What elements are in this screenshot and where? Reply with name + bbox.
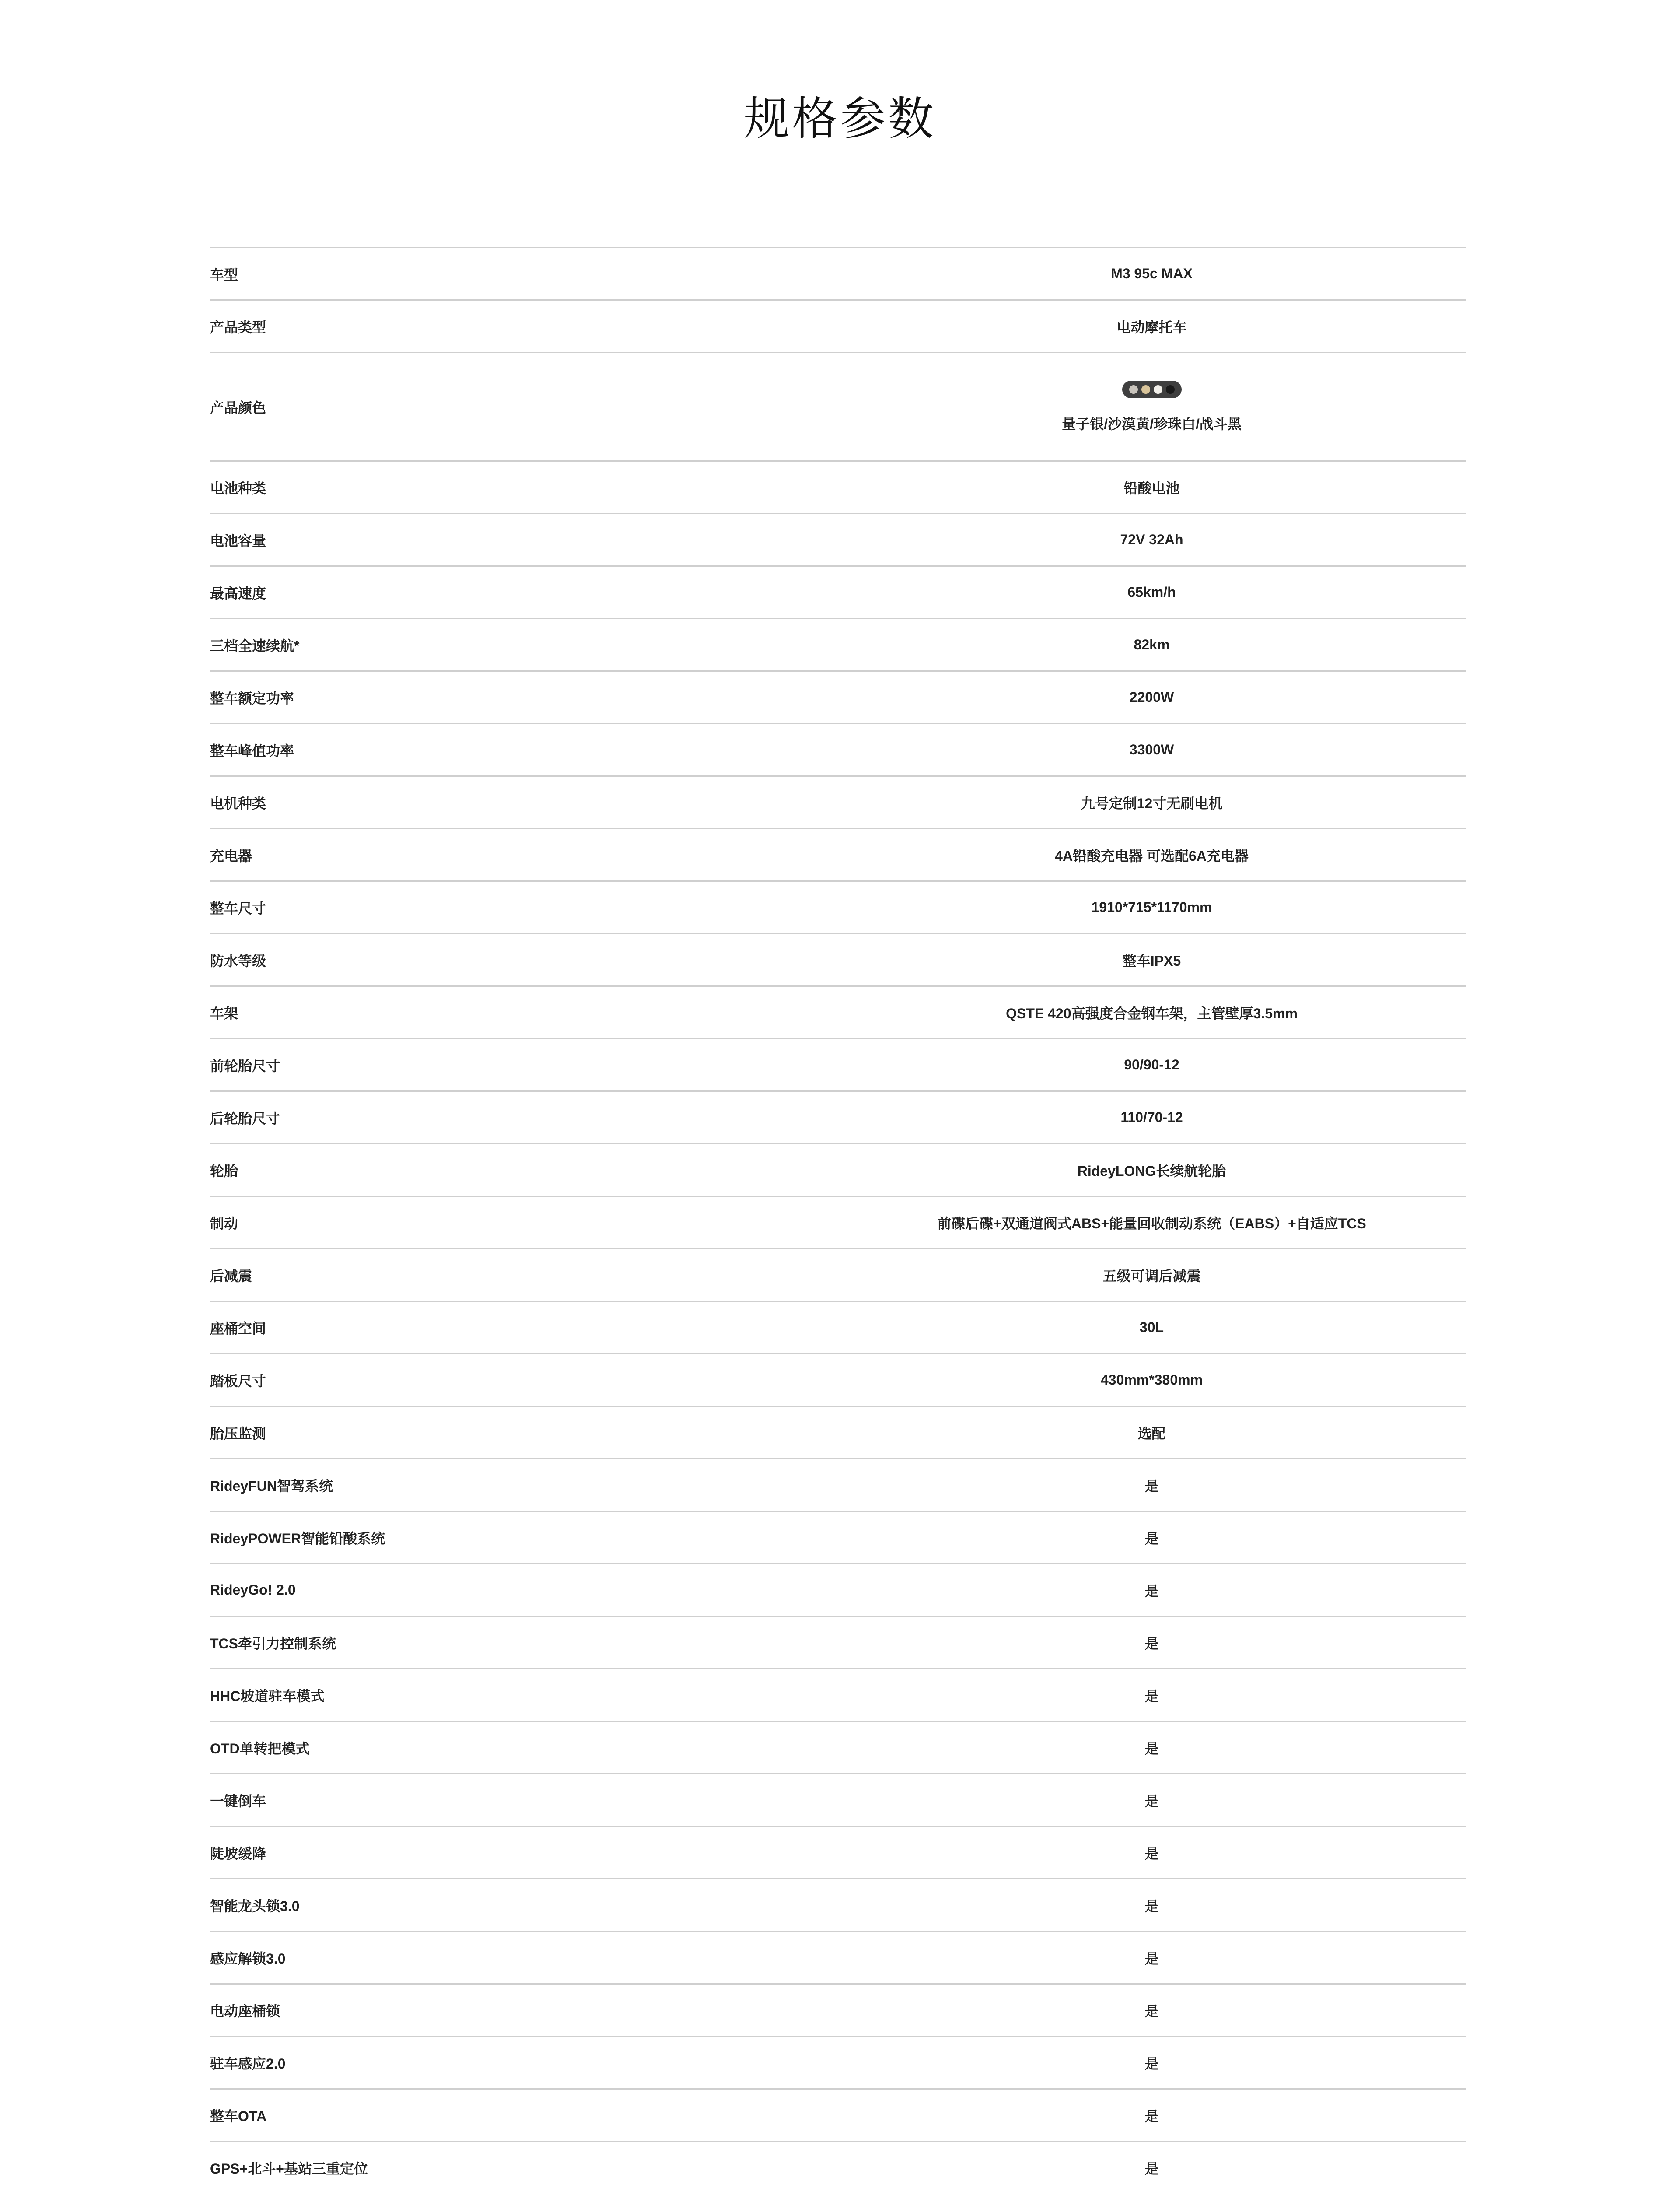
spec-value: RideyLONG长续航轮胎 xyxy=(1077,1163,1226,1179)
spec-value: 30L xyxy=(1139,1319,1164,1335)
spec-row xyxy=(210,618,1466,670)
spec-row xyxy=(210,1668,1466,1721)
color-selector xyxy=(838,381,1466,433)
spec-row xyxy=(210,670,1466,723)
spec-value: 是 xyxy=(1144,1845,1159,1862)
spec-row xyxy=(210,1353,1466,1406)
spec-row xyxy=(210,1511,1466,1563)
spec-value: 是 xyxy=(1144,1583,1159,1599)
spec-row xyxy=(210,828,1466,880)
spec-row xyxy=(210,723,1466,775)
spec-row xyxy=(210,352,1466,460)
spec-value: 是 xyxy=(1144,2160,1159,2177)
spec-row xyxy=(210,1773,1466,1826)
spec-row xyxy=(210,460,1466,513)
spec-value: M3 95c MAX xyxy=(1111,266,1193,281)
spec-value: 是 xyxy=(1144,2003,1159,2019)
spec-row xyxy=(210,247,1466,299)
spec-value: 是 xyxy=(1144,1740,1159,1757)
spec-row xyxy=(210,565,1466,618)
spec-label: 轮胎 xyxy=(210,1163,238,1179)
spec-value: 2200W xyxy=(1129,689,1174,705)
spec-label: 一键倒车 xyxy=(210,1793,266,1809)
spec-label: 产品颜色 xyxy=(210,400,266,416)
spec-label: 电机种类 xyxy=(210,795,266,811)
spec-label: OTD单转把模式 xyxy=(210,1740,310,1757)
spec-label: RideyFUN智驾系统 xyxy=(210,1478,333,1494)
spec-label: 智能龙头锁3.0 xyxy=(210,1898,300,1914)
spec-value: QSTE 420高强度合金钢车架，主管壁厚3.5mm xyxy=(1006,1005,1298,1021)
spec-label: 制动 xyxy=(210,1215,238,1231)
spec-label: 车型 xyxy=(210,266,238,283)
spec-value xyxy=(838,381,1466,433)
spec-value: 九号定制12寸无刷电机 xyxy=(1081,795,1223,811)
spec-label: 后轮胎尺寸 xyxy=(210,1110,280,1126)
spec-value: 铅酸电池 xyxy=(1124,480,1180,496)
spec-label: 整车尺寸 xyxy=(210,900,266,916)
spec-row xyxy=(210,1090,1466,1143)
spec-value: 五级可调后减震 xyxy=(1102,1268,1201,1284)
spec-label: 充电器 xyxy=(210,848,252,864)
color-swatch-dot[interactable] xyxy=(1166,385,1175,394)
spec-label: 驻车感应2.0 xyxy=(210,2055,286,2072)
spec-label: 电池种类 xyxy=(210,480,266,496)
spec-row xyxy=(210,1878,1466,1931)
spec-value: 是 xyxy=(1144,1635,1159,1652)
spec-value: 电动摩托车 xyxy=(1116,319,1187,335)
spec-value: 4A铅酸充电器 可选配6A充电器 xyxy=(1055,848,1249,864)
color-swatch-dot[interactable] xyxy=(1129,385,1138,394)
color-swatches xyxy=(1122,381,1182,398)
spec-label: 座桶空间 xyxy=(210,1320,266,1336)
spec-label: RideyGo! 2.0 xyxy=(210,1582,296,1598)
spec-value: 整车IPX5 xyxy=(1122,953,1181,969)
spec-row xyxy=(210,513,1466,565)
spec-row xyxy=(210,775,1466,828)
spec-row xyxy=(210,933,1466,985)
spec-label: 防水等级 xyxy=(210,953,266,969)
spec-label: 整车峰值功率 xyxy=(210,743,294,759)
spec-row xyxy=(210,1301,1466,1353)
spec-label: 感应解锁3.0 xyxy=(210,1950,286,1967)
spec-row xyxy=(210,1616,1466,1668)
spec-row xyxy=(210,1038,1466,1090)
spec-value: 82km xyxy=(1134,637,1170,652)
spec-row xyxy=(210,2141,1466,2188)
spec-label: 前轮胎尺寸 xyxy=(210,1058,280,1074)
spec-value: 是 xyxy=(1144,1530,1159,1546)
spec-label: 车架 xyxy=(210,1005,238,1021)
spec-value: 72V 32Ah xyxy=(1120,532,1183,547)
spec-label: 后减震 xyxy=(210,1268,252,1284)
spec-value: 是 xyxy=(1144,1688,1159,1704)
spec-value: 前碟后碟+双通道阀式ABS+能量回收制动系统（EABS）+自适应TCS xyxy=(937,1215,1366,1231)
spec-value: 90/90-12 xyxy=(1124,1057,1180,1073)
spec-value: 65km/h xyxy=(1127,584,1176,600)
spec-label: 陡坡缓降 xyxy=(210,1845,266,1862)
spec-row xyxy=(210,1826,1466,1878)
spec-value: 110/70-12 xyxy=(1120,1109,1183,1125)
spec-value: 是 xyxy=(1144,1898,1159,1914)
spec-table xyxy=(210,247,1466,2188)
spec-row xyxy=(210,1248,1466,1301)
color-swatch-dot[interactable] xyxy=(1154,385,1162,394)
spec-row xyxy=(210,880,1466,933)
spec-value: 是 xyxy=(1144,2108,1159,2124)
spec-label: RideyPOWER智能铅酸系统 xyxy=(210,1530,385,1546)
spec-row xyxy=(210,1931,1466,1983)
color-swatch-dot[interactable] xyxy=(1141,385,1150,394)
spec-label: 三档全速续航* xyxy=(210,638,300,654)
spec-row xyxy=(210,299,1466,352)
spec-row xyxy=(210,1721,1466,1773)
page-title: 规格参数 xyxy=(743,94,936,144)
spec-row xyxy=(210,1458,1466,1511)
spec-row xyxy=(210,1143,1466,1196)
spec-row xyxy=(210,2036,1466,2088)
spec-value: 是 xyxy=(1144,1950,1159,1967)
spec-label: 最高速度 xyxy=(210,585,266,601)
spec-value: 是 xyxy=(1144,2055,1159,2072)
spec-label: 电池容量 xyxy=(210,533,266,549)
spec-row xyxy=(210,1983,1466,2036)
spec-value: 430mm*380mm xyxy=(1100,1372,1203,1388)
spec-value: 是 xyxy=(1144,1793,1159,1809)
spec-label: 整车OTA xyxy=(210,2108,267,2124)
spec-label: GPS+北斗+基站三重定位 xyxy=(210,2160,368,2177)
spec-label: 踏板尺寸 xyxy=(210,1373,266,1389)
spec-value: 3300W xyxy=(1129,742,1174,757)
spec-label: TCS牵引力控制系统 xyxy=(210,1635,336,1652)
spec-row xyxy=(210,985,1466,1038)
spec-row xyxy=(210,1563,1466,1616)
color-names: 量子银/沙漠黄/珍珠白/战斗黑 xyxy=(1062,416,1242,432)
spec-value: 选配 xyxy=(1138,1425,1166,1441)
spec-label: 电动座桶锁 xyxy=(210,2003,280,2019)
spec-label: 产品类型 xyxy=(210,319,266,335)
spec-label: HHC坡道驻车模式 xyxy=(210,1688,325,1704)
spec-row xyxy=(210,1406,1466,1458)
spec-label: 胎压监测 xyxy=(210,1425,266,1441)
spec-row xyxy=(210,1196,1466,1248)
spec-value: 是 xyxy=(1144,1478,1159,1494)
spec-row xyxy=(210,2088,1466,2141)
spec-label: 整车额定功率 xyxy=(210,690,294,706)
spec-value: 1910*715*1170mm xyxy=(1091,899,1212,915)
